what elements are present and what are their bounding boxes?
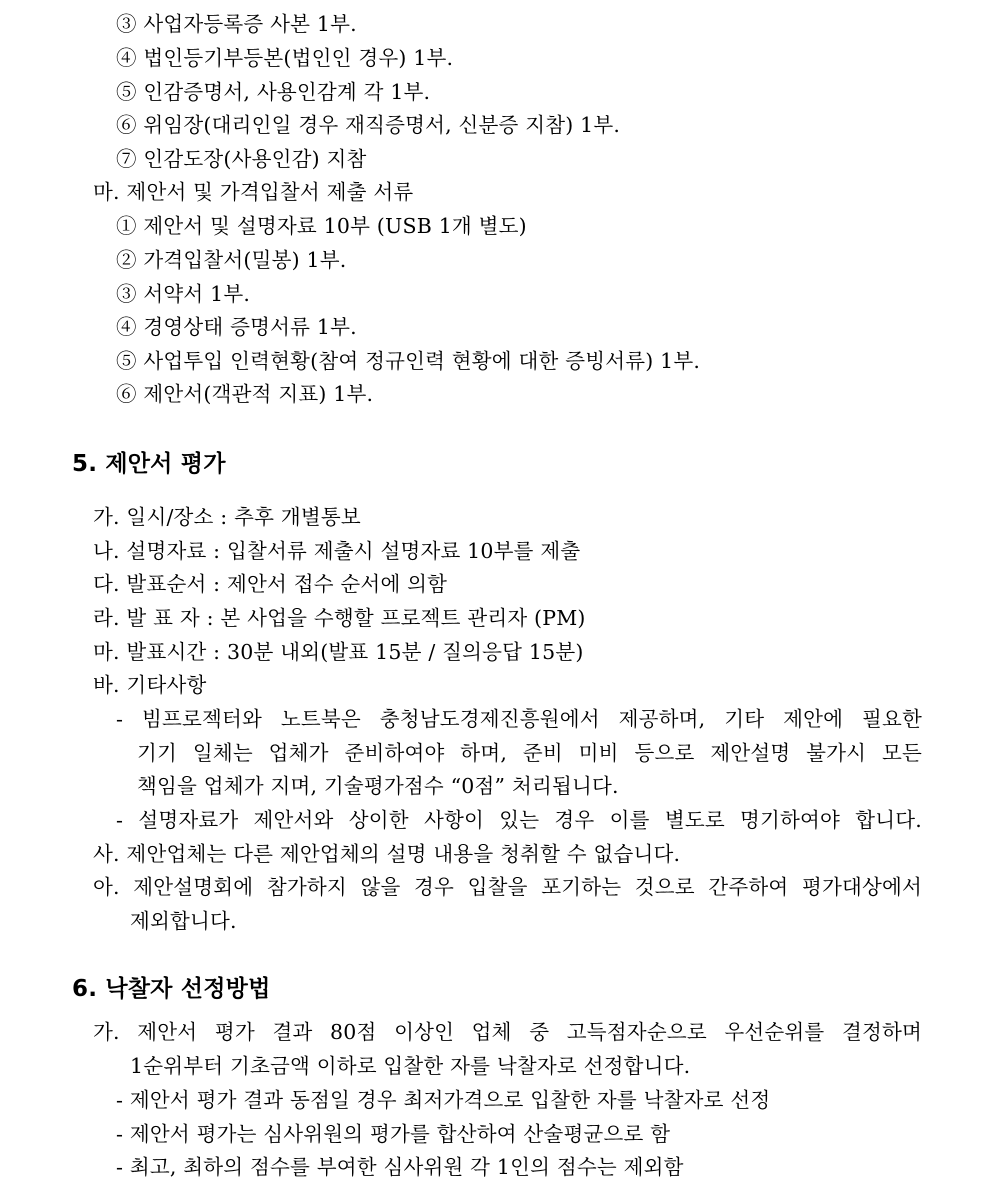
d-item-5: ⑤ 인감증명서, 사용인감계 각 1부. [116, 80, 431, 104]
s5-item-ma: 마. 발표시간 : 30분 내외(발표 15분 / 질의응답 15분) [93, 640, 584, 664]
e-item-4: ④ 경영상태 증명서류 1부. [116, 315, 357, 339]
d-item-4: ④ 법인등기부등본(법인인 경우) 1부. [116, 46, 454, 70]
etc-bullet-1-line-2: 기기 일체는 업체가 준비하여야 하며, 준비 미비 등으로 제안설명 불가시 모든 [137, 741, 922, 765]
section-5-title: 5. 제안서 평가 [72, 451, 226, 477]
s5-item-da: 다. 발표순서 : 제안서 접수 순서에 의함 [93, 572, 448, 596]
s6-bullet-2: - 제안서 평가는 심사위원의 평가를 합산하여 산술평균으로 함 [116, 1122, 671, 1146]
s5-item-a-line-1: 아. 제안설명회에 참가하지 않을 경우 입찰을 포기하는 것으로 간주하여 평가대상에서 [93, 875, 922, 899]
e-item-1: ① 제안서 및 설명자료 10부 (USB 1개 별도) [116, 214, 527, 238]
etc-bullet-1-line-1: - 빔프로젝터와 노트북은 충청남도경제진흥원에서 제공하며, 기타 제안에 필요한 [116, 707, 922, 731]
s6-item-ga-line-2: 1순위부터 기초금액 이하로 입찰한 자를 낙찰자로 선정합니다. [130, 1054, 691, 1078]
e-item-3: ③ 서약서 1부. [116, 282, 251, 306]
s5-item-sa: 사. 제안업체는 다른 제안업체의 설명 내용을 청취할 수 없습니다. [93, 842, 681, 866]
s6-item-ga-line-1: 가. 제안서 평가 결과 80점 이상인 업체 중 고득점자순으로 우선순위를 결정하며 [93, 1020, 922, 1044]
e-item-5: ⑤ 사업투입 인력현황(참여 정규인력 현황에 대한 증빙서류) 1부. [116, 349, 701, 373]
e-item-2: ② 가격입찰서(밀봉) 1부. [116, 248, 347, 272]
s6-bullet-3: - 최고, 최하의 점수를 부여한 심사위원 각 1인의 점수는 제외함 [116, 1155, 684, 1179]
section-6-title: 6. 낙찰자 선정방법 [72, 976, 271, 1002]
s5-item-ra: 라. 발 표 자 : 본 사업을 수행할 프로젝트 관리자 (PM) [93, 606, 586, 630]
d-item-6: ⑥ 위임장(대리인일 경우 재직증명서, 신분증 지참) 1부. [116, 113, 621, 137]
s5-item-a-line-2: 제외합니다. [130, 909, 237, 933]
etc-bullet-1-line-3: 책임을 업체가 지며, 기술평가점수 “0점” 처리됩니다. [137, 774, 619, 798]
s5-item-na: 나. 설명자료 : 입찰서류 제출시 설명자료 10부를 제출 [93, 539, 581, 563]
d-item-3: ③ 사업자등록증 사본 1부. [116, 12, 357, 36]
e-item-6: ⑥ 제안서(객관적 지표) 1부. [116, 382, 374, 406]
e-heading: 마. 제안서 및 가격입찰서 제출 서류 [93, 180, 414, 204]
s5-item-ba: 바. 기타사항 [93, 673, 207, 697]
s5-item-ga: 가. 일시/장소 : 추후 개별통보 [93, 505, 361, 529]
etc-bullet-2: - 설명자료가 제안서와 상이한 사항이 있는 경우 이를 별도로 명기하여야 합니다. [116, 808, 922, 832]
d-item-7: ⑦ 인감도장(사용인감) 지참 [116, 147, 367, 171]
s6-bullet-1: - 제안서 평가 결과 동점일 경우 최저가격으로 입찰한 자를 낙찰자로 선정 [116, 1088, 771, 1112]
